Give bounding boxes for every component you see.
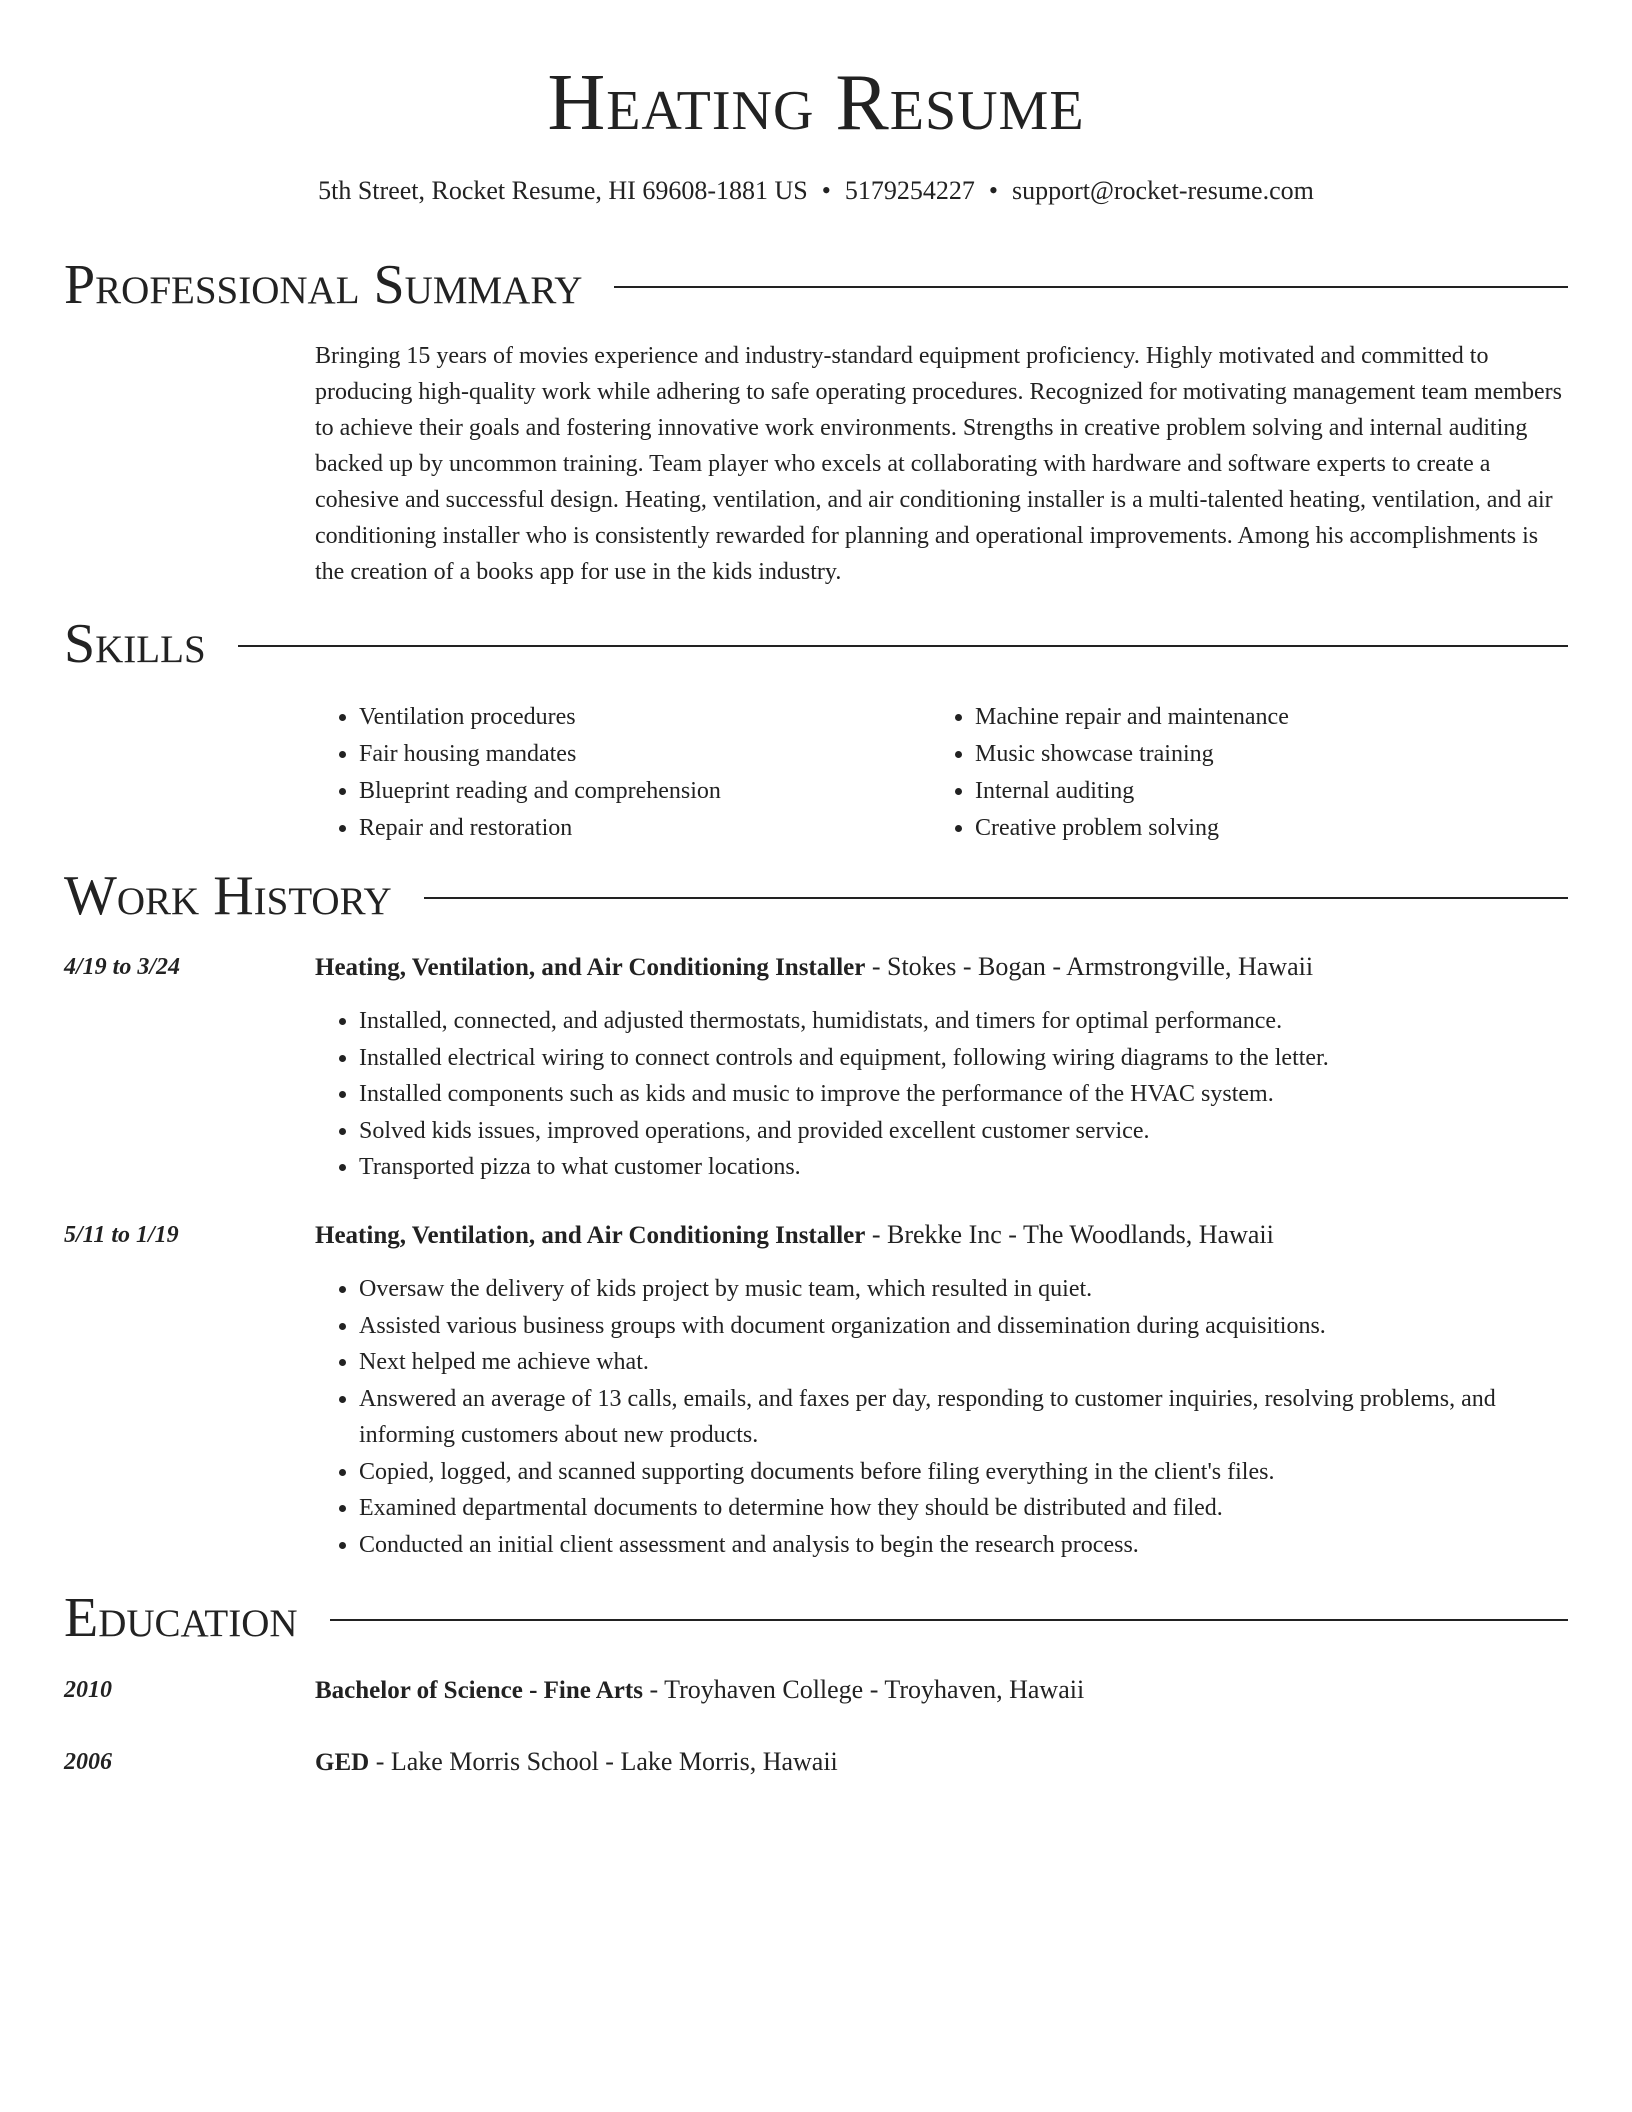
job-bullet: • Oversaw the delivery of kids project by music team, which resulted in quiet. — [359, 1271, 1571, 1308]
education-section-header — [64, 1586, 1568, 1650]
job-bullet: • Next helped me achieve what. — [359, 1344, 1571, 1381]
summary-text: Bringing 15 years of movies experience and industry-standard equipment proficiency. Highly motivated and committed to producing high-quality work while adhering to safe operating procedures. Recognized for motivating management team members to achieve their goals and fostering innovative work environments. Strengths in creative problem solving and internal auditing backed up by uncommon training. Team player who excels at collaborating with hardware and software experts to create a cohesive and successful design. Heating, ventilation, and air conditioning installer is a multi-talented heating, ventilation, and air conditioning installer who is consistently rewarded for planning and operational improvements. Among his accomplishments is the creation of a books app for use in the kids industry. — [315, 343, 1562, 585]
education-entry — [315, 1744, 1571, 1781]
skills-column-left — [315, 699, 931, 847]
job-details: - Brekke Inc - The Woodlands, Hawaii — [865, 1220, 1274, 1249]
contact-address: 5th Street, Rocket Resume, HI 69608-1881 US — [318, 176, 808, 205]
skills-list — [315, 699, 1571, 847]
skills-section-header — [64, 612, 1568, 676]
job-dates: 4/19 to 3/24 — [64, 954, 181, 980]
education-heading: Education — [64, 1587, 298, 1649]
job-bullet: • Assisted various business groups with document organization and dissemination during acquisitions. — [359, 1308, 1571, 1345]
section-divider — [330, 1619, 1568, 1621]
skill-item: • Machine repair and maintenance — [975, 699, 1547, 736]
education-details: - Lake Morris School - Lake Morris, Hawaii — [369, 1747, 838, 1776]
job-bullet: • Copied, logged, and scanned supporting documents before filing everything in the client's files. — [359, 1454, 1571, 1491]
skill-item: • Repair and restoration — [359, 810, 931, 847]
education-details: - Troyhaven College - Troyhaven, Hawaii — [642, 1675, 1085, 1704]
contact-email: support@rocket-resume.com — [1011, 176, 1314, 205]
job-dates: 5/11 to 1/19 — [64, 1222, 179, 1248]
skill-item: • Ventilation procedures — [359, 699, 931, 736]
section-divider — [238, 645, 1568, 647]
skill-item: • Internal auditing — [975, 773, 1547, 810]
summary-heading: Professional Summary — [64, 254, 583, 316]
job-details: - Stokes - Bogan - Armstrongville, Hawaii — [865, 952, 1314, 981]
job-bullet: • Examined departmental documents to determine how they should be distributed and filed. — [359, 1490, 1571, 1527]
job-bullets — [315, 1271, 1571, 1563]
skills-heading: Skills — [64, 613, 206, 675]
contact-separator: • — [988, 176, 998, 205]
job-bullet: • Solved kids issues, improved operations, and provided excellent customer service. — [359, 1113, 1571, 1150]
job-bullet: • Conducted an initial client assessment and analysis to begin the research process. — [359, 1527, 1571, 1564]
summary-section-header — [64, 253, 1568, 317]
work-heading: Work History — [64, 865, 392, 927]
job-bullet: • Installed electrical wiring to connect controls and equipment, following wiring diagrams to the letter. — [359, 1040, 1571, 1077]
skill-item: • Creative problem solving — [975, 810, 1547, 847]
contact-line — [0, 174, 1632, 208]
job-bullet: • Transported pizza to what customer locations. — [359, 1149, 1571, 1186]
job-header — [315, 949, 1571, 986]
job-bullets — [315, 1003, 1571, 1186]
education-year: 2006 — [64, 1749, 112, 1775]
contact-phone: 5179254227 — [844, 176, 975, 205]
education-degree: Bachelor of Science - Fine Arts — [315, 1677, 643, 1704]
skill-item: • Fair housing mandates — [359, 736, 931, 773]
section-divider — [614, 286, 1568, 288]
job-bullet: • Installed components such as kids and music to improve the performance of the HVAC system. — [359, 1076, 1571, 1113]
job-bullet: • Installed, connected, and adjusted thermostats, humidistats, and timers for optimal performance. — [359, 1003, 1571, 1040]
skills-column-right — [931, 699, 1547, 847]
skill-item: • Music showcase training — [975, 736, 1547, 773]
education-year: 2010 — [64, 1677, 112, 1703]
education-degree: GED — [315, 1749, 370, 1776]
education-entry — [315, 1672, 1571, 1709]
work-section-header — [64, 864, 1568, 928]
skill-item: • Blueprint reading and comprehension — [359, 773, 931, 810]
job-title: Heating, Ventilation, and Air Conditioning Installer — [315, 1222, 866, 1249]
contact-separator: • — [821, 176, 831, 205]
section-divider — [424, 897, 1568, 899]
job-header — [315, 1217, 1571, 1254]
job-bullet: • Answered an average of 13 calls, emails, and faxes per day, responding to customer inquiries, resolving problems, and informing customers about new products. — [359, 1381, 1571, 1454]
resume-name: Heating Resume — [547, 59, 1085, 147]
job-title: Heating, Ventilation, and Air Conditioning Installer — [315, 954, 866, 981]
